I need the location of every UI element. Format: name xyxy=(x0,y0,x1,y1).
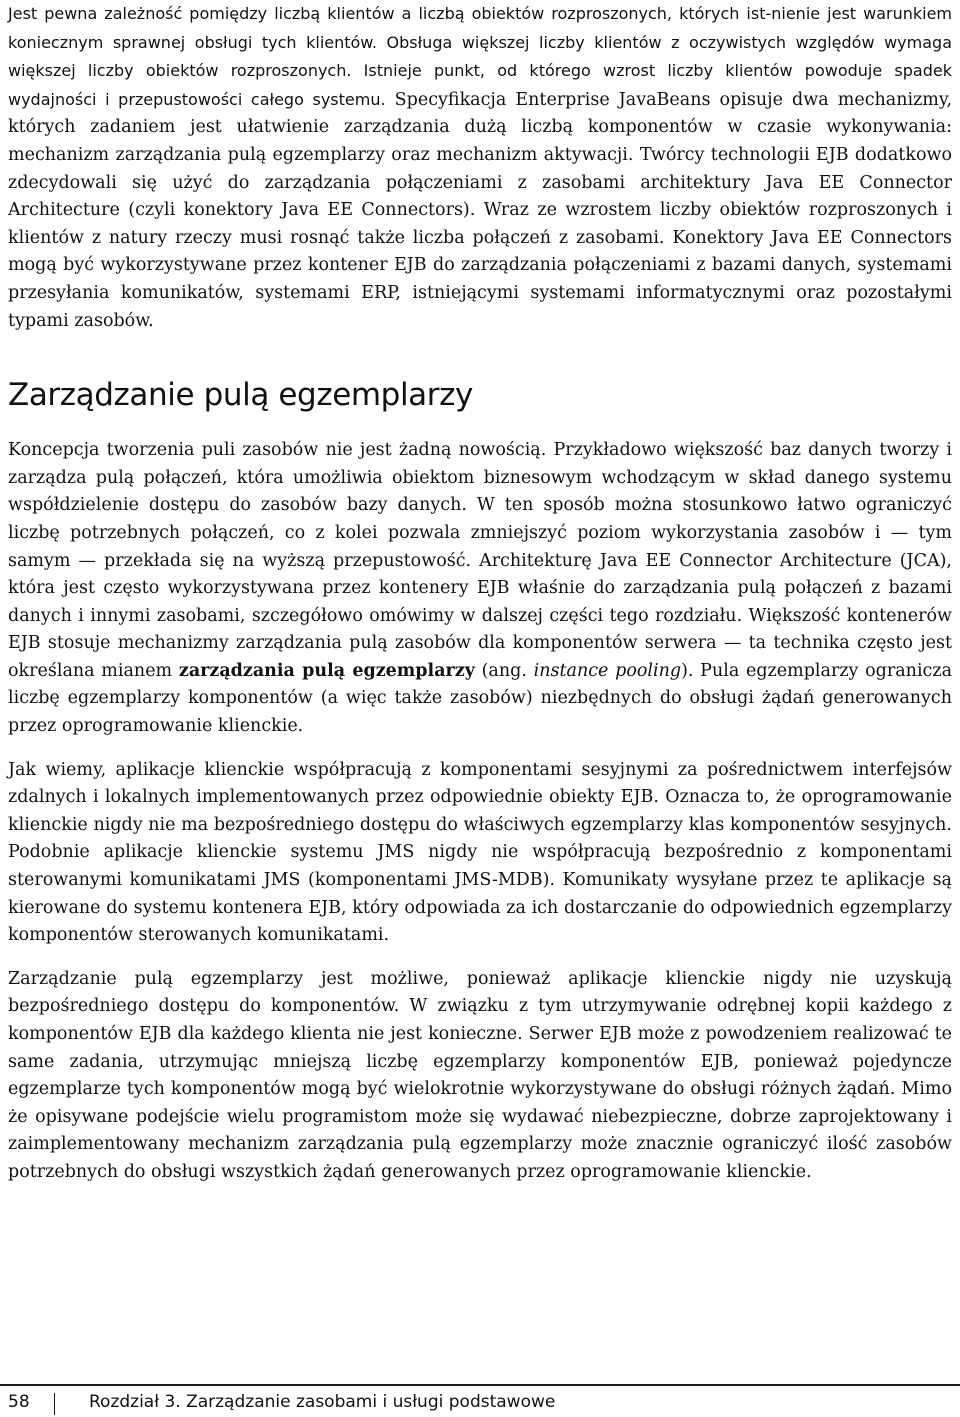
intro-paragraph-serif-part: Specyfikacja Enterprise JavaBeans opisuje dwa mechanizmy, których zadaniem jest ułatwienie zarządzania dużą liczbą komponentów w czasie wykonywania: mechanizm zarządzania pulą egzemplarzy oraz mechanizm aktywacji. Twórcy technologii EJB dodatkowo zdecydowali się użyć do zarządzania połączeniami z zasobami architektury Java EE Connector Architecture (czyli konektory Java EE Connectors). Wraz ze wzrostem liczby obiektów rozproszonych i klientów z natury rzeczy musi rosnąć także liczba połączeń z zasobami. Konektory Java EE Connectors mogą być wykorzystywane przez kontener EJB do zarządzania połączeniami z bazami danych, systemami przesyłania komunikatów, systemami ERP, istniejącymi systemami informatycznymi oraz pozostałymi typami zasobów. xyxy=(8,89,953,331)
page-body xyxy=(8,0,952,1187)
paragraph-client-access: Jak wiemy, aplikacje klienckie współpracują z komponentami sesyjnymi za pośrednictwem interfejsów zdalnych i lokalnych implementowanych przez odpowiednie obiekty EJB. Oznacza to, że oprogramowanie klienckie nigdy nie ma bezpośredniego dostępu do właściwych egzemplarzy klas komponentów sesyjnych. Podobnie aplikacje klienckie systemu JMS nigdy nie współpracują bezpośrednio z komponentami sterowanymi komunikatami JMS (komponentami JMS-MDB). Komunikaty wysyłane przez te aplikacje są kierowane do systemu kontenera EJB, który odpowiada za ich dostarczanie do odpowiednich egzemplarzy komponentów sterowanych komunikatami. xyxy=(8,759,952,946)
italic-term: instance pooling xyxy=(533,660,682,681)
paragraph-1-text-c: ). Pula egzemplarzy ogranicza liczbę egzemplarzy komponentów (a więc także zasobów) niezbędnych do obsługi żądań generowanych przez oprogramowanie klienckie. xyxy=(8,660,953,737)
intro-paragraph xyxy=(8,0,952,335)
paragraph-instance-pooling xyxy=(8,437,952,741)
footer-rule xyxy=(0,1384,960,1386)
page-number: 58 xyxy=(8,1392,30,1412)
bold-term: zarządzania pulą egzemplarzy xyxy=(178,660,475,681)
footer-divider xyxy=(54,1393,55,1415)
intro-paragraph-sans-part: Jest pewna zależność pomiędzy liczbą klientów a liczbą obiektów rozproszonych, których ist-nienie jest warunkiem koniecznym sprawnej obsługi tych klientów. Obsługa większej liczby klientów z oczywistych względów wymaga większej liczby obiektów rozproszonych. Istnieje punkt, od którego wzrost liczby klientów powoduje spadek wydajności i przepustowości całego systemu. xyxy=(8,4,952,109)
paragraph-pool-benefits: Zarządzanie pulą egzemplarzy jest możliwe, ponieważ aplikacje klienckie nigdy nie uzyskują bezpośredniego dostępu do komponentów. W związku z tym utrzymywanie odrębnej kopii każdego z komponentów EJB dla każdego klienta nie jest konieczne. Serwer EJB może z powodzeniem realizować te same zadania, utrzymując mniejszą liczbę egzemplarzy komponentów EJB, ponieważ pojedyncze egzemplarze tych komponentów mogą być wielokrotnie wykorzystywane do obsługi różnych żądań. Mimo że opisywane podejście wielu programistom może się wydawać niebezpieczne, dobrze zaprojektowany i zaimplementowany mechanizm zarządzania pulą egzemplarzy może znacznie ograniczyć ilość zasobów potrzebnych do obsługi wszystkich żądań generowanych przez oprogramowanie klienckie. xyxy=(8,968,952,1182)
page-footer xyxy=(0,1384,960,1417)
chapter-title: Rozdział 3. Zarządzanie zasobami i usługi podstawowe xyxy=(89,1392,556,1412)
paragraph-1-text-b: (ang. xyxy=(474,660,534,681)
paragraph-1-text-a: Koncepcja tworzenia puli zasobów nie jest żadną nowością. Przykładowo większość baz danych tworzy i zarządza pulą połączeń, która umożliwia obiektom biznesowym wchodzącym w skład danego systemu współdzielenie dostępu do zasobów bazy danych. W ten sposób można stosunkowo łatwo ograniczyć liczbę potrzebnych połączeń, co z kolei pozwala zmniejszyć poziom wykorzystania zasobów i — tym samym — przekłada się na wyższą przepustowość. Architekturę Java EE Connector Architecture (JCA), która jest często wykorzystywana przez kontenery EJB właśnie do zarządzania pulą połączeń z bazami danych i innymi zasobami, szczegółowo omówimy w dalszej części tego rozdziału. Większość kontenerów EJB stosuje mechanizmy zarządzania pulą zasobów dla komponentów serwera — ta technika często jest określana mianem xyxy=(8,440,952,681)
section-heading: Zarządzanie pulą egzemplarzy xyxy=(8,377,473,414)
